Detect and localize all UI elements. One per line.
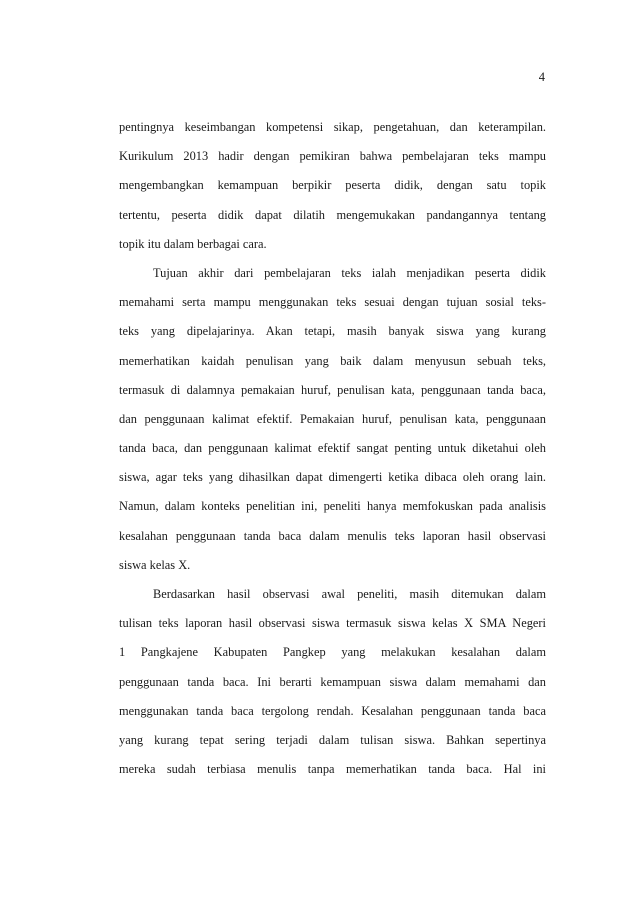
text-line: menggunakan tanda baca tergolong rendah. Kesalahan penggunaan tanda baca [119,703,546,718]
text-line: memerhatikan kaidah penulisan yang baik dalam menyusun sebuah teks, [119,353,546,368]
text-line: teks yang dipelajarinya. Akan tetapi, masih banyak siswa yang kurang [119,324,546,339]
text-line: 1 Pangkajene Kabupaten Pangkep yang melakukan kesalahan dalam [119,645,546,660]
text-line: mereka sudah terbiasa menulis tanpa memerhatikan tanda baca. Hal ini [119,762,546,777]
page-number: 4 [538,70,545,84]
paragraph-1 [119,119,546,265]
text-line: memahami serta mampu menggunakan teks sesuai dengan tujuan sosial teks- [119,295,546,310]
text-line: Kurikulum 2013 hadir dengan pemikiran bahwa pembelajaran teks mampu [119,149,546,164]
text-line: yang kurang tepat sering terjadi dalam tulisan siswa. Bahkan sepertinya [119,732,546,747]
text-line: penggunaan tanda baca. Ini berarti kemampuan siswa dalam memahami dan [119,674,546,689]
text-line: siswa, agar teks yang dihasilkan dapat dimengerti ketika dibaca oleh orang lain. [119,470,546,485]
text-line: siswa kelas X. [119,557,191,572]
text-line: kesalahan penggunaan tanda baca dalam menulis teks laporan hasil observasi [119,528,546,543]
paragraph-2 [119,265,546,586]
text-line: tertentu, peserta didik dapat dilatih mengemukakan pandangannya tentang [119,207,546,222]
text-line: topik itu dalam berbagai cara. [119,236,267,251]
text-line: tulisan teks laporan hasil observasi siswa termasuk siswa kelas X SMA Negeri [119,616,546,631]
text-line: mengembangkan kemampuan berpikir peserta didik, dengan satu topik [119,178,546,193]
text-line: dan penggunaan kalimat efektif. Pemakaian huruf, penulisan kata, penggunaan [119,411,546,426]
body-text [119,119,546,790]
text-line: Berdasarkan hasil observasi awal peneliti, masih ditemukan dalam [153,587,546,601]
text-line: pentingnya keseimbangan kompetensi sikap, pengetahuan, dan keterampilan. [119,120,546,134]
text-line: termasuk di dalamnya pemakaian huruf, penulisan kata, penggunaan tanda baca, [119,382,546,397]
text-line: Namun, dalam konteks penelitian ini, peneliti hanya memfokuskan pada analisis [119,499,546,514]
paragraph-3 [119,586,546,790]
text-line: tanda baca, dan penggunaan kalimat efektif sangat penting untuk diketahui oleh [119,441,546,456]
text-line: Tujuan akhir dari pembelajaran teks ialah menjadikan peserta didik [153,265,546,280]
